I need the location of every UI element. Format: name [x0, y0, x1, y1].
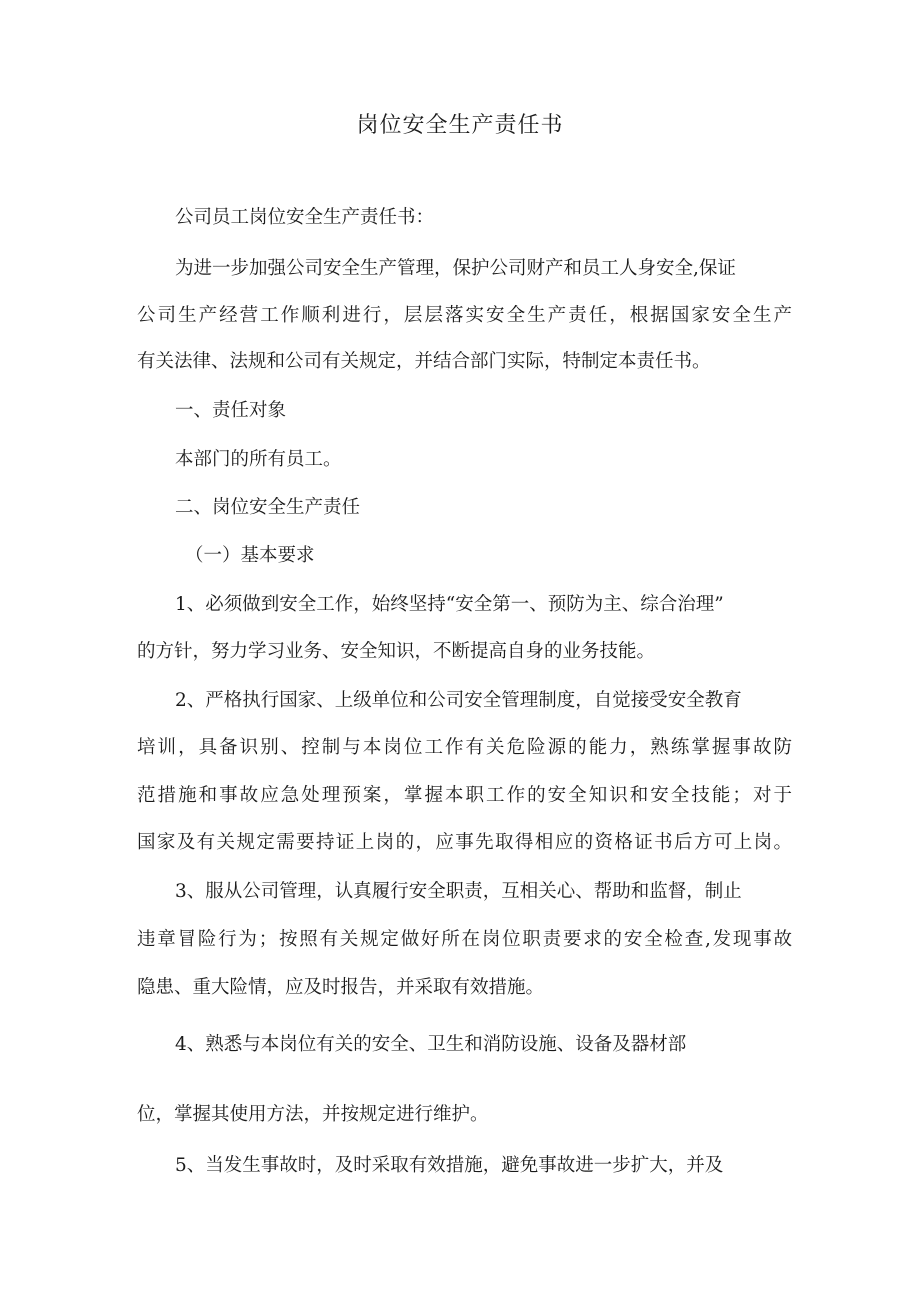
paragraph-line: 培训，具备识别、控制与本岗位工作有关危险源的能力，熟练掌握事故防 — [137, 737, 792, 758]
paragraph-line: 位，掌握其使用方法，并按规定进行维护。 — [137, 1104, 489, 1125]
paragraph-line: 1、必须做到安全工作，始终坚持“安全第一、预防为主、综合治理” — [175, 594, 724, 615]
paragraph-line: 公司生产经营工作顺利进行，层层落实安全生产责任，根据国家安全生产 — [137, 305, 792, 326]
document-title: 岗位安全生产责任书 — [356, 113, 564, 138]
paragraph-line: 的方针，努力学习业务、安全知识，不断提高自身的业务技能。 — [137, 641, 656, 662]
paragraph-line: 3、服从公司管理，认真履行安全职责，互相关心、帮助和监督，制止 — [175, 881, 742, 902]
salutation-line: 公司员工岗位安全生产责任书： — [175, 207, 435, 228]
paragraph-line: 4、熟悉与本岗位有关的安全、卫生和消防设施、设备及器材部 — [175, 1034, 687, 1055]
section-heading: 一、责任对象 — [175, 400, 287, 421]
paragraph-line: 本部门的所有员工。 — [175, 449, 342, 470]
section-heading: 二、岗位安全生产责任 — [175, 497, 361, 518]
paragraph-line: 国家及有关规定需要持证上岗的，应事先取得相应的资格证书后方可上岗。 — [137, 832, 792, 853]
paragraph-line: 范措施和事故应急处理预案，掌握本职工作的安全知识和安全技能；对于 — [137, 785, 792, 806]
paragraph-line: 有关法律、法规和公司有关规定，并结合部门实际，特制定本责任书。 — [137, 351, 711, 372]
paragraph-line: 为进一步加强公司安全生产管理，保护公司财产和员工人身安全,保证 — [175, 258, 736, 279]
paragraph-line: 2、严格执行国家、上级单位和公司安全管理制度，自觉接受安全教育 — [175, 690, 742, 711]
paragraph-line: 5、当发生事故时，及时采取有效措施，避免事故进一步扩大，并及 — [175, 1155, 724, 1176]
paragraph-line: 隐患、重大险情，应及时报告，并采取有效措施。 — [137, 977, 545, 998]
subsection-heading: （一）基本要求 — [185, 545, 315, 566]
paragraph-line: 违章冒险行为；按照有关规定做好所在岗位职责要求的安全检查,发现事故 — [137, 929, 792, 950]
